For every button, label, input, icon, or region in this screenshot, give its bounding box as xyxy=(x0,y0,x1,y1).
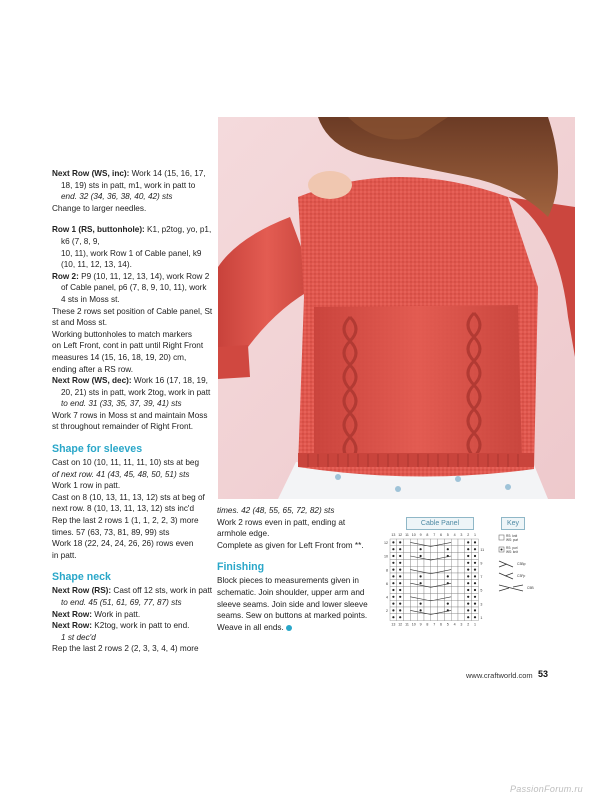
purl-dot xyxy=(467,596,469,598)
chart-cell xyxy=(410,587,417,594)
para-next-row-ws-inc: Next Row (WS, inc): Work 14 (15, 16, 17, xyxy=(52,169,206,178)
key-panel xyxy=(497,517,553,617)
chart-cell xyxy=(458,587,465,594)
left-column: Next Row (WS, inc): Work 14 (15, 16, 17, 18, 19) sts in patt, m1, work in patt to end. 32 (34, 36, 38, 40, 42) sts Change to larger needles. Row 1 (RS, buttonhole): K1, p2tog, yo, p1, k6 (7, 8, 9, 10, 11), work Row 1 of Cable panel, k9 (10, 11, 12, 13, 14). Row 2: P9 (10, 11, 12, 13, 14), work Row 2 of Cable panel, p6 (7, 8, 9, 10, 11), work 4 sts in Moss st. These 2 rows set position of Cable panel, St st and Moss st. Working buttonholes to match markers on Left Front, cont in patt until Right Front measures 14 (15, 16, 18, 19, 20) cm, ending after a RS row. Next Row (WS, dec): Work 16 (17, 18, 19, 20, 21) sts in patt, work 2tog, work in patt to end. 31 (33, 35, 37, 39, 41) sts Work 7 rows in Moss st and maintain Moss st throughout remainder of Right Front. Shape for sleeves Cast on 10 (10, 11, 11, 11, 10) sts at beg of next row. 41 (43, 45, 48, 50, 51) sts Work 1 row in patt. Cast on 8 (10, 13, 11, 13, 12) sts at beg of next row. 8 (10, 13, 11, 13, 12) sts inc'd Rep the last 2 rows 1 (1, 1, 2, 2, 3) more times. 57 (63, 73, 81, 89, 99) sts Work 18 (22, 24, 24, 26, 26) rows even in patt. Shape neck Next Row (RS): Cast off 12 sts, work in patt to end. 45 (51, 61, 69, 77, 87) sts Next Row: Work in patt. Next Row: K2tog, work in patt to end. 1 st dec'd Rep the last 2 rows 2 (2, 3, 3, 4, 4) more xyxy=(52,169,213,654)
chart-cell xyxy=(410,546,417,553)
purl-dot xyxy=(474,609,476,611)
purl-dot xyxy=(474,548,476,550)
purl-dot xyxy=(392,562,394,564)
chart-cell xyxy=(431,559,438,566)
chart-cell xyxy=(404,580,411,587)
row-label: 6 xyxy=(386,581,388,586)
c3bp-symbol-icon xyxy=(499,561,513,567)
chart-cell xyxy=(424,546,431,553)
purl-dot xyxy=(392,555,394,557)
row-label: 1 xyxy=(480,615,483,620)
purl-dot xyxy=(467,548,469,550)
key-label-1: RS: knit xyxy=(506,534,518,538)
sweater-photo xyxy=(218,117,575,499)
col-label-bottom: 12 xyxy=(398,622,403,627)
chart-cell xyxy=(458,539,465,546)
chart-cell xyxy=(410,600,417,607)
chart-cell xyxy=(431,587,438,594)
purl-dot xyxy=(392,589,394,591)
col-label: 8 xyxy=(426,533,429,537)
purl-dot xyxy=(420,555,422,557)
chart-cell xyxy=(451,539,458,546)
chart-cell xyxy=(424,587,431,594)
chart-cell xyxy=(404,553,411,560)
chart-cell xyxy=(424,559,431,566)
chart-cell xyxy=(458,553,465,560)
chart-cell xyxy=(404,607,411,614)
col-label-bottom: 6 xyxy=(440,622,442,627)
row-label: 5 xyxy=(480,588,483,593)
col-label: 9 xyxy=(419,533,422,537)
row-label: 8 xyxy=(386,568,388,573)
chart-cell xyxy=(404,587,411,594)
col-label: 13 xyxy=(391,533,396,537)
purl-dot xyxy=(392,603,394,605)
chart-cell xyxy=(458,600,465,607)
c5b-symbol-icon xyxy=(499,585,523,591)
col-label-bottom: 8 xyxy=(426,622,429,627)
chart-cell xyxy=(451,546,458,553)
key-label-3: C3Bp xyxy=(517,562,526,566)
chart-cell xyxy=(438,614,445,621)
chart-cell xyxy=(424,566,431,573)
col-label-bottom: 3 xyxy=(460,622,463,627)
purl-dot xyxy=(392,569,394,571)
chart-cell xyxy=(404,614,411,621)
purl-dot xyxy=(399,575,401,577)
purl-dot xyxy=(474,562,476,564)
purl-dot xyxy=(467,589,469,591)
purl-dot xyxy=(399,555,401,557)
purl-dot xyxy=(447,603,449,605)
row-label: 12 xyxy=(384,541,388,546)
chart-cell xyxy=(451,614,458,621)
purl-dot xyxy=(474,616,476,618)
end-mark-icon xyxy=(286,625,292,631)
c3fp-symbol-icon xyxy=(499,573,513,579)
middle-column: times. 42 (48, 55, 65, 72, 82) sts Work 2 rows even in patt, ending at armhole edge. Complete as given for Left Front from **. Finishing Block pieces to measurements given in schematic. Join shoulder, upper arm and sleeve seams. Join side and lower sleeve seams. Sew on buttons at marked points. Weave in all ends. xyxy=(217,506,368,632)
col-label: 6 xyxy=(440,533,442,537)
purl-dot xyxy=(399,582,401,584)
chart-cell xyxy=(431,566,438,573)
col-label: 4 xyxy=(453,533,456,537)
col-label-bottom: 9 xyxy=(419,622,422,627)
chart-cell xyxy=(451,607,458,614)
purl-dot xyxy=(399,569,401,571)
heading-finishing: Finishing xyxy=(217,561,265,574)
purl-dot xyxy=(467,575,469,577)
purl-dot xyxy=(467,562,469,564)
purl-dot xyxy=(399,541,401,543)
chart-cell xyxy=(410,614,417,621)
purl-dot xyxy=(392,582,394,584)
watermark: PassionForum.ru xyxy=(509,784,583,794)
chart-cell xyxy=(417,614,424,621)
chart-cell xyxy=(458,614,465,621)
purl-dot xyxy=(474,555,476,557)
para-next-row-ws-dec: Next Row (WS, dec): Work 16 (17, 18, 19, xyxy=(52,376,208,386)
purl-dot xyxy=(467,603,469,605)
purl-dot xyxy=(392,541,394,543)
chart-cell xyxy=(417,559,424,566)
col-label: 11 xyxy=(405,533,409,537)
chart-cell xyxy=(417,587,424,594)
footer-url: www.craftworld.com xyxy=(466,671,533,680)
chart-cell xyxy=(424,553,431,560)
chart-cell xyxy=(404,539,411,546)
chart-cell xyxy=(451,559,458,566)
purl-dot xyxy=(399,609,401,611)
col-label-bottom: 5 xyxy=(446,622,449,627)
row-label: 7 xyxy=(480,575,483,580)
col-label: 7 xyxy=(433,533,436,537)
chart-cell xyxy=(404,573,411,580)
col-label: 2 xyxy=(467,533,470,537)
chart-cell xyxy=(424,600,431,607)
row-label: 9 xyxy=(480,561,483,566)
chart-cell xyxy=(458,593,465,600)
heading-shape-sleeves: Shape for sleeves xyxy=(52,443,143,456)
chart-cell xyxy=(438,559,445,566)
chart-cell xyxy=(451,566,458,573)
col-label-bottom: 7 xyxy=(433,622,436,627)
purl-dot xyxy=(399,616,401,618)
chart-cell xyxy=(451,593,458,600)
chart-cell xyxy=(444,587,451,594)
col-label-bottom: 2 xyxy=(467,622,470,627)
chart-cell xyxy=(458,546,465,553)
purl-dot xyxy=(447,548,449,550)
purl-dot xyxy=(399,589,401,591)
chart-cell xyxy=(451,580,458,587)
chart-cell xyxy=(438,546,445,553)
purl-dot xyxy=(474,569,476,571)
chart-cell xyxy=(458,607,465,614)
chart-cell xyxy=(438,587,445,594)
chart-cell xyxy=(431,593,438,600)
col-label-bottom: 11 xyxy=(405,622,409,627)
purl-dot xyxy=(467,541,469,543)
col-label: 1 xyxy=(474,533,476,537)
key-label-4: C3Fp xyxy=(517,574,526,578)
purl-dot xyxy=(447,575,449,577)
chart-cell xyxy=(404,559,411,566)
row-label: 4 xyxy=(386,595,388,600)
chart-cell xyxy=(410,573,417,580)
photo-illustration xyxy=(218,117,575,499)
chart-cell xyxy=(431,546,438,553)
chart-cell xyxy=(410,559,417,566)
col-label-bottom: 1 xyxy=(474,622,476,627)
chart-cell xyxy=(451,587,458,594)
col-label: 10 xyxy=(411,533,416,537)
chart-cell xyxy=(424,539,431,546)
col-label-bottom: 13 xyxy=(391,622,396,627)
col-label-bottom: 4 xyxy=(453,622,456,627)
para-next-row-rs: Next Row (RS): Cast off 12 sts, work in patt xyxy=(52,586,213,596)
key-symbols xyxy=(497,531,553,619)
chart-cell xyxy=(404,546,411,553)
purl-dot xyxy=(474,541,476,543)
purl-dot xyxy=(420,575,422,577)
chart-cell xyxy=(404,593,411,600)
purl-dot xyxy=(474,603,476,605)
chart-cell xyxy=(458,566,465,573)
col-label-bottom: 10 xyxy=(411,622,416,627)
purl-dot xyxy=(467,616,469,618)
chart-cell xyxy=(438,573,445,580)
chart-cell xyxy=(458,573,465,580)
purl-dot xyxy=(392,609,394,611)
col-label: 3 xyxy=(460,533,463,537)
purl-dot xyxy=(399,596,401,598)
chart-cell xyxy=(431,607,438,614)
page-number: 53 xyxy=(538,669,549,679)
purl-dot xyxy=(399,548,401,550)
purl-dot xyxy=(467,569,469,571)
chart-cell xyxy=(431,573,438,580)
chart-cell xyxy=(404,600,411,607)
chart-cell xyxy=(458,559,465,566)
purl-dot xyxy=(474,582,476,584)
chart-cell xyxy=(431,553,438,560)
cable-panel-title: Cable Panel xyxy=(406,517,474,530)
purl-dot xyxy=(392,596,394,598)
chart-cell xyxy=(431,614,438,621)
chart-cell xyxy=(431,539,438,546)
chart-cell xyxy=(431,600,438,607)
knit-symbol-icon xyxy=(499,535,504,540)
chart-cell xyxy=(424,580,431,587)
chart-cell xyxy=(444,614,451,621)
key-label-5: C5B xyxy=(527,586,534,590)
purl-dot xyxy=(467,609,469,611)
chart-cell xyxy=(451,573,458,580)
para-row1-buttonhole: Row 1 (RS, buttonhole): K1, p2tog, yo, p1, xyxy=(52,225,212,235)
row-label: 3 xyxy=(480,602,483,607)
chart-cell xyxy=(404,566,411,573)
purl-dot xyxy=(399,603,401,605)
key-label-2: RS: purl xyxy=(506,546,518,550)
purl-dot xyxy=(392,616,394,618)
svg-text:WS: purl: WS: purl xyxy=(506,538,519,542)
cable-panel-chart xyxy=(376,517,488,657)
chart-cell xyxy=(451,600,458,607)
para-row2: Row 2: P9 (10, 11, 12, 13, 14), work Row 2 xyxy=(52,271,210,281)
chart-cell xyxy=(451,553,458,560)
cable-chart-grid xyxy=(376,531,488,657)
purl-dot xyxy=(420,603,422,605)
heading-shape-neck: Shape neck xyxy=(52,571,111,584)
purl-dot xyxy=(392,575,394,577)
svg-text:WS: knit: WS: knit xyxy=(506,550,518,554)
chart-cell xyxy=(431,580,438,587)
chart-cell xyxy=(438,600,445,607)
purl-dot xyxy=(467,582,469,584)
purl-dot xyxy=(467,555,469,557)
row-label: 2 xyxy=(386,609,388,614)
row-label: 11 xyxy=(480,547,485,552)
purl-dot xyxy=(420,582,422,584)
col-label: 5 xyxy=(446,533,449,537)
key-title: Key xyxy=(501,517,525,530)
purl-dot xyxy=(474,589,476,591)
purl-dot xyxy=(420,548,422,550)
chart-cell xyxy=(424,607,431,614)
purl-dot xyxy=(420,609,422,611)
purl-dot xyxy=(399,562,401,564)
chart-cell xyxy=(458,580,465,587)
chart-cell xyxy=(424,593,431,600)
purl-dot xyxy=(474,596,476,598)
col-label: 12 xyxy=(398,533,403,537)
purl-dot xyxy=(392,548,394,550)
chart-cell xyxy=(424,614,431,621)
purl-dot xyxy=(474,575,476,577)
chart-cell xyxy=(424,573,431,580)
row-label: 10 xyxy=(384,554,388,559)
chart-cell xyxy=(444,559,451,566)
